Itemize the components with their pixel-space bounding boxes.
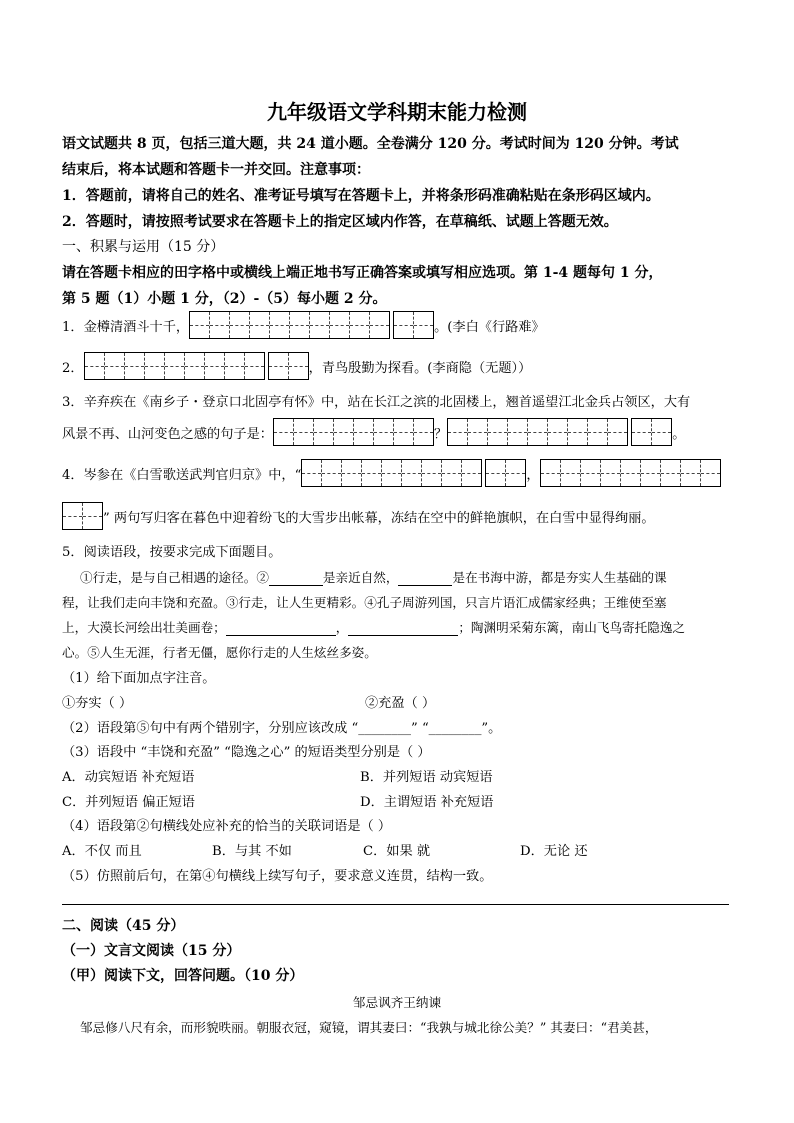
sub4-option-d: D．无论 还 — [520, 844, 588, 859]
section1-instruction-1: 请在答题卡相应的田字格中或横线上端正地书写正确答案或填写相应选项。第 1-4 题每句 1 分， — [62, 265, 663, 281]
sub1-option-b: ②充盈（ ） — [365, 696, 436, 711]
q3-prefix: 风景不再、山河变色之感的句子是： — [62, 426, 273, 442]
section2-subheading: （一）文言文阅读（15 分） — [62, 943, 241, 959]
q4-answer-grid-4[interactable] — [62, 502, 103, 530]
note-1: 1．答题前，请将自己的姓名、准考证号填写在答题卡上，并将条形码准确粘贴在条形码区域内。 — [62, 188, 660, 204]
passage-line-2: 程，让我们走向丰饶和充盈。③行走，让人生更精彩。④孔子周游列国，只言片语汇成儒家经典；王维使至塞 — [62, 595, 667, 610]
intro-line-2: 结束后，将本试题和答题卡一并交回。注意事项： — [62, 162, 370, 178]
q2-suffix: ，青鸟殷勤为探看。(李商隐（无题）） — [308, 360, 532, 376]
q4-mid: ， — [526, 467, 540, 483]
question-2 — [62, 352, 531, 380]
text-line-1: 邹忌修八尺有余，而形貌昳丽。朝服衣冠，窥镜，谓其妻曰：“我孰与城北徐公美？” 其妻曰：“君美甚， — [80, 1020, 658, 1035]
q4-prefix: 4．岑参在《白雪歌送武判官归京》中，“ — [62, 467, 302, 483]
sub4-option-b: B．与其 不如 — [212, 844, 292, 859]
q1-answer-grid-2[interactable] — [393, 311, 434, 339]
blank-4[interactable] — [348, 620, 458, 636]
sub1-option-a: ①夯实（ ） — [62, 696, 133, 711]
section1-instruction-2: 第 5 题（1）小题 1 分，（2）-（5）每小题 2 分。 — [62, 291, 387, 307]
blank-2[interactable] — [398, 570, 452, 586]
sub4-option-a: A．不仅 而且 — [62, 844, 142, 859]
passage-line-3: 上，大漠长河绘出壮美画卷； ， ；陶渊明采菊东篱，南山飞鸟寄托隐逸之 — [62, 620, 685, 635]
q3-answer-grid-1[interactable] — [273, 418, 434, 446]
note-2: 2．答题时，请按照考试要求在答题卡上的指定区域内作答，在草稿纸、试题上答题无效。 — [62, 214, 618, 230]
section2-heading: 二、阅读（45 分） — [62, 918, 185, 934]
q2-answer-grid[interactable] — [84, 352, 265, 380]
q4-suffix: ” 两句写归客在暮色中迎着纷飞的大雪步出帐幕，冻结在空中的鲜艳旗帜，在白雪中显得绚丽。 — [103, 510, 655, 526]
q1-suffix: 。(李白《行路难》 — [434, 319, 545, 335]
section-divider — [62, 904, 729, 905]
question-4 — [62, 459, 721, 487]
blank-3[interactable] — [226, 620, 336, 636]
sub-question-2: （2）语段第⑤句中有两个错别字，分别应该改成 “________” “________”。 — [62, 721, 502, 736]
question-4-cont — [62, 502, 655, 530]
sub-question-3: （3）语段中 “丰饶和充盈” “隐逸之心” 的短语类型分别是（ ） — [62, 745, 431, 760]
sub3-option-b: B．并列短语 动宾短语 — [360, 770, 493, 785]
passage-line-1: ①行走，是与自己相遇的途径。② 是亲近自然， 是在书海中游，都是夯实人生基础的课 — [80, 570, 667, 585]
q1-prefix: 1．金樽清酒斗十千， — [62, 319, 190, 335]
sub-question-5: （5）仿照前后句，在第④句横线上续写句子，要求意义连贯，结构一致。 — [62, 869, 493, 884]
sub-question-1: （1）给下面加点字注音。 — [62, 671, 216, 686]
q3-answer-grid-2[interactable] — [447, 418, 628, 446]
sub-question-4: （4）语段第②句横线处应补充的恰当的关联词语是（ ） — [62, 819, 392, 834]
sub3-option-c: C．并列短语 偏正短语 — [62, 795, 195, 810]
question-1 — [62, 311, 545, 339]
blank-1[interactable] — [269, 570, 323, 586]
intro-line-1: 语文试题共 8 页，包括三道大题，共 24 道小题。全卷满分 120 分。考试时间为 120 分钟。考试 — [62, 136, 679, 152]
q4-answer-grid-3[interactable] — [540, 459, 721, 487]
sub4-option-c: C．如果 就 — [363, 844, 431, 859]
q3-mid: ？ — [434, 426, 448, 442]
q5-heading: 5．阅读语段，按要求完成下面题目。 — [62, 545, 282, 560]
sub3-option-d: D．主谓短语 补充短语 — [360, 795, 494, 810]
q2-answer-grid-2[interactable] — [268, 352, 309, 380]
page-title: 九年级语文学科期末能力检测 — [267, 100, 527, 124]
q1-answer-grid[interactable] — [189, 311, 390, 339]
passage-line-4: 心。⑤人生无涯，行者无僵，愿你行走的人生炫丝多姿。 — [62, 645, 377, 660]
q2-prefix: 2． — [62, 360, 84, 376]
q3-line-1: 3．辛弃疾在《南乡子・登京口北固亭有怀》中，站在长江之滨的北固楼上，翘首遥望江北金兵占领区，大有 — [62, 395, 691, 410]
q4-answer-grid-1[interactable] — [301, 459, 482, 487]
section1-heading: 一、积累与运用（15 分） — [62, 239, 225, 255]
text-title: 邹忌讽齐王纳谏 — [352, 995, 442, 1010]
part-a-heading: （甲）阅读下文，回答问题。（10 分） — [62, 968, 304, 984]
q4-answer-grid-2[interactable] — [485, 459, 526, 487]
question-3 — [62, 418, 685, 446]
sub3-option-a: A．动宾短语 补充短语 — [62, 770, 195, 785]
q3-suffix: 。 — [672, 426, 686, 442]
q3-answer-grid-3[interactable] — [631, 418, 672, 446]
